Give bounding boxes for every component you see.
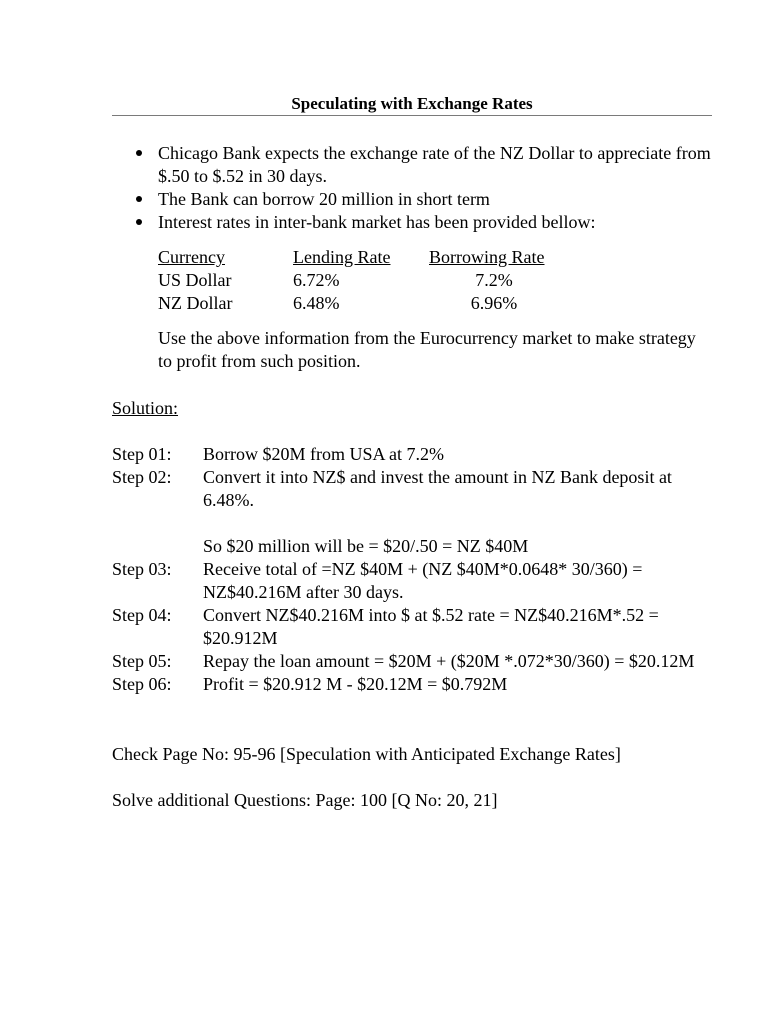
step-row xyxy=(112,558,712,604)
step-text: Convert it into NZ$ and invest the amount in NZ Bank deposit at 6.48%. xyxy=(203,467,672,510)
spacer xyxy=(112,512,712,535)
step-label: Step 04: xyxy=(112,605,172,625)
bullet-item xyxy=(112,188,712,211)
bullet-text: The Bank can borrow 20 million in short term xyxy=(158,189,490,209)
step-row xyxy=(112,650,712,673)
interest-rates-table xyxy=(158,246,559,315)
step-text: Convert NZ$40.216M into $ at $.52 rate = NZ$40.216M*.52 = $20.912M xyxy=(203,605,659,648)
cell-currency: NZ Dollar xyxy=(158,293,233,313)
step-row xyxy=(112,535,712,558)
step-label: Step 05: xyxy=(112,651,172,671)
step-text: Repay the loan amount = $20M + ($20M *.072*30/360) = $20.12M xyxy=(203,651,695,671)
bullet-icon xyxy=(136,196,142,202)
cell-borrowing-rate: 6.96% xyxy=(470,293,518,313)
step-text: So $20 million will be = $20/.50 = NZ $40M xyxy=(203,536,529,556)
instruction-note: Use the above information from the Eurocurrency market to make strategy to profit from such position. xyxy=(158,328,696,371)
table-row xyxy=(158,292,559,315)
bullet-text: Chicago Bank expects the exchange rate of the NZ Dollar to appreciate from $.50 to $.52 in 30 days. xyxy=(158,143,711,186)
column-header-lending-rate: Lending Rate xyxy=(293,247,391,267)
step-row xyxy=(112,673,712,696)
bullet-item xyxy=(112,211,712,234)
step-text: Profit = $20.912 M - $20.12M = $0.792M xyxy=(203,674,508,694)
step-text: Borrow $20M from USA at 7.2% xyxy=(203,444,444,464)
title-divider xyxy=(112,115,712,116)
table-header-row xyxy=(158,246,559,269)
bullet-text: Interest rates in inter-bank market has been provided bellow: xyxy=(158,212,596,232)
step-text: Receive total of =NZ $40M + (NZ $40M*0.0648* 30/360) = NZ$40.216M after 30 days. xyxy=(203,559,643,602)
page-title: Speculating with Exchange Rates xyxy=(291,94,533,113)
bullet-item xyxy=(112,142,712,188)
bullet-icon xyxy=(136,150,142,156)
cell-lending-rate: 6.48% xyxy=(293,293,340,313)
step-label xyxy=(112,535,203,558)
step-row xyxy=(112,466,712,512)
step-label: Step 01: xyxy=(112,444,172,464)
column-header-currency: Currency xyxy=(158,247,225,267)
step-label: Step 06: xyxy=(112,674,172,694)
cell-currency: US Dollar xyxy=(158,270,232,290)
check-page-reference: Check Page No: 95-96 [Speculation with Anticipated Exchange Rates] xyxy=(112,744,621,764)
step-row xyxy=(112,604,712,650)
solution-steps xyxy=(112,443,712,696)
step-label: Step 02: xyxy=(112,467,172,487)
cell-borrowing-rate: 7.2% xyxy=(475,270,513,290)
column-header-borrowing-rate: Borrowing Rate xyxy=(429,247,545,267)
step-row xyxy=(112,443,712,466)
bullet-icon xyxy=(136,219,142,225)
cell-lending-rate: 6.72% xyxy=(293,270,340,290)
additional-questions-reference: Solve additional Questions: Page: 100 [Q No: 20, 21] xyxy=(112,790,498,810)
solution-heading: Solution: xyxy=(112,398,179,418)
step-label: Step 03: xyxy=(112,559,172,579)
problem-bullet-list xyxy=(112,142,712,234)
table-row xyxy=(158,269,559,292)
